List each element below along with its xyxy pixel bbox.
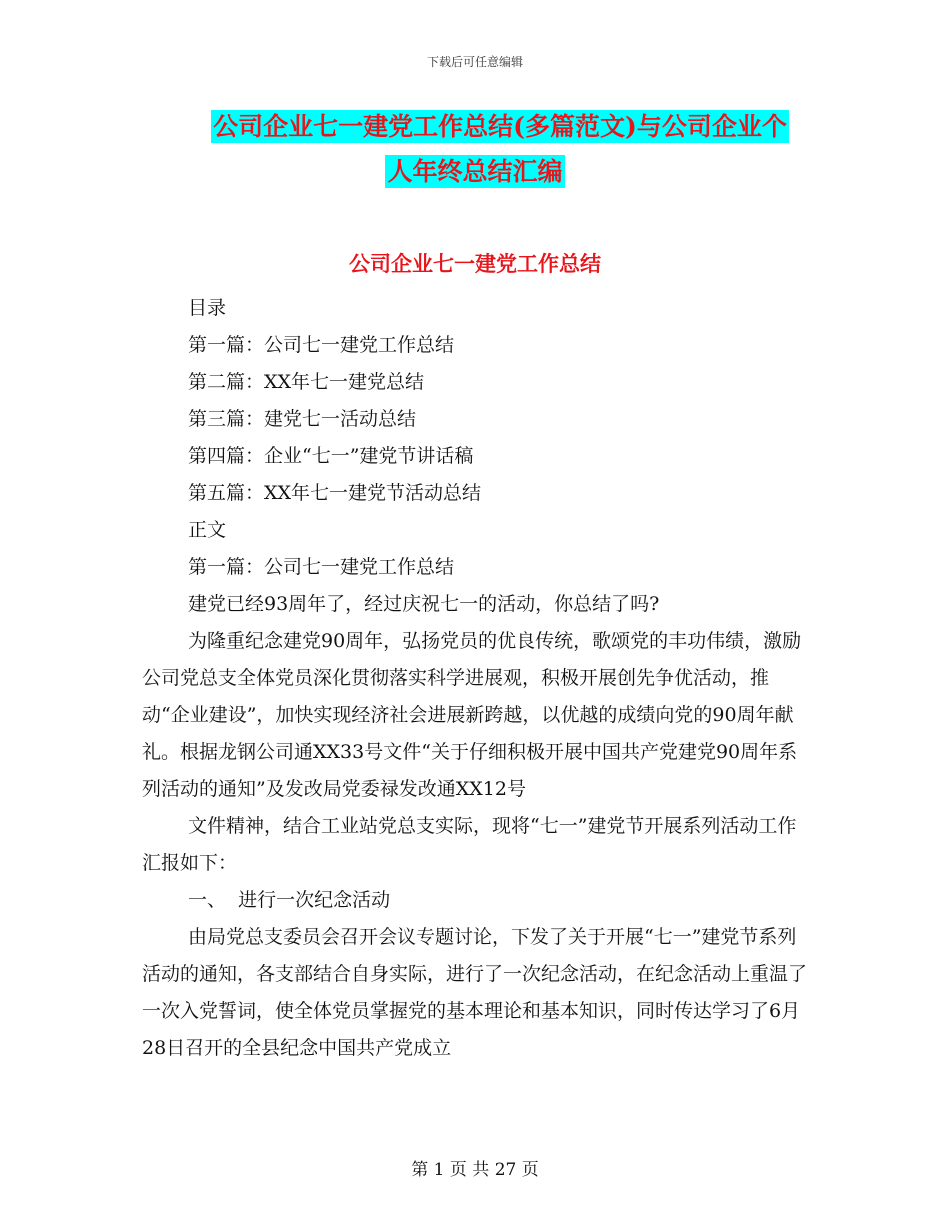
toc-item: 第五篇：XX年七一建党节活动总结 (188, 482, 482, 504)
title-line-2: 人年终总结汇编 (387, 157, 563, 186)
paragraph: 为隆重纪念建党90周年，弘扬党员的优良传统，歌颂党的丰功伟绩，激励公司党总支全体党员深化贯彻落实科学进展观，积极开展创先争优活动，推动“企业建设”，加快实现经济社会进展新跨越，以优越的成绩向党的90周年献礼。根据龙钢公司通XX33号文件“关于仔细积极开展中国共产党建党90周年系列活动的通知”及发改局党委禄发改通XX12号 (142, 630, 802, 800)
toc-item: 第二篇：XX年七一建党总结 (188, 371, 425, 393)
paragraph: 建党已经93周年了，经过庆祝七一的活动，你总结了吗? (188, 593, 660, 615)
zhengwen-label: 正文 (188, 519, 227, 541)
document-body (142, 290, 807, 1067)
page-footer: 第 1 页 共 27 页 (411, 1160, 539, 1180)
toc-heading: 目录 (188, 297, 227, 319)
paragraph: 由局党总支委员会召开会议专题讨论，下发了关于开展“七一”建党节系列活动的通知，各支部结合自身实际，进行了一次纪念活动，在纪念活动上重温了一次入党誓词，使全体党员掌握党的基本理论和基本知识，同时传达学习了6月28日召开的全县纪念中国共产党成立 (142, 926, 808, 1059)
paragraph: 文件精神，结合工业站党总支实际，现将“七一”建党节开展系列活动工作汇报如下： (142, 815, 797, 874)
page-header: 下载后可任意编辑 (426, 55, 523, 69)
chapter-title: 第一篇：公司七一建党工作总结 (188, 556, 455, 578)
section-subtitle: 公司企业七一建党工作总结 (349, 251, 601, 276)
toc-item: 第四篇：企业“七一”建党节讲话稿 (188, 445, 474, 467)
toc-item: 第三篇：建党七一活动总结 (188, 408, 417, 430)
document-title-cont (0, 155, 950, 188)
section-heading: 一、 进行一次纪念活动 (188, 889, 391, 911)
title-line-1: 公司企业七一建党工作总结(多篇范文)与公司企业个 (213, 112, 787, 141)
document-title (0, 110, 950, 143)
toc-item: 第一篇：公司七一建党工作总结 (188, 334, 455, 356)
